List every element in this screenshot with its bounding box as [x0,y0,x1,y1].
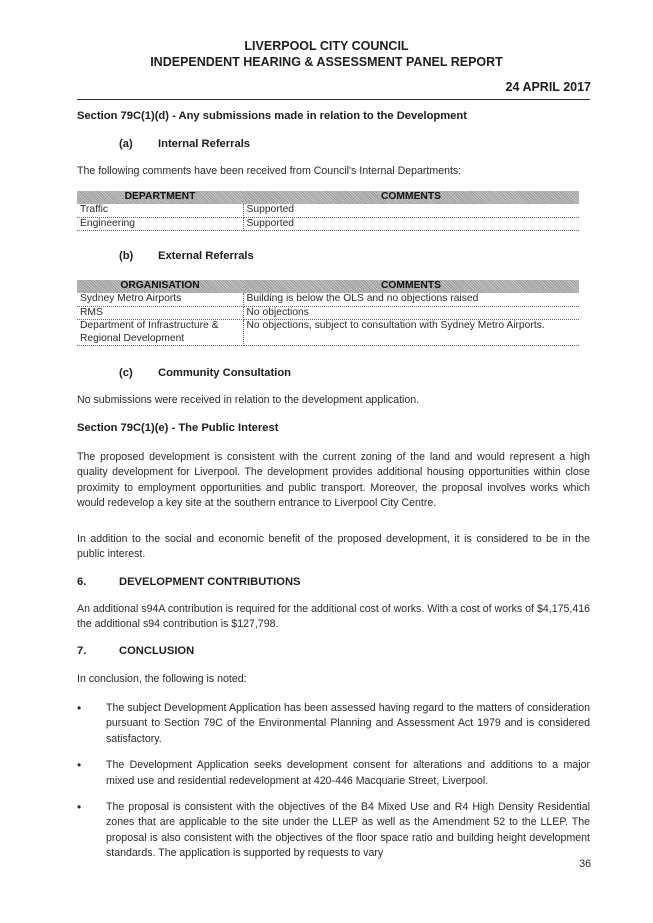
bullet-icon: • [77,758,82,773]
bullet-icon: • [77,701,82,715]
table-row [77,204,579,217]
community-consultation-text: No submissions were received in relation to the development application. [77,394,420,406]
contributions-paragraph: An additional s94A contribution is required for the additional cost of works. With a cost of works of $4,175,416 the additional s94 contribution is $127,798. [77,603,590,631]
list-item-text: The subject Development Application has been assessed having regard to the matters of consideration pursuant to Section 79C of the Environmental Planning and Assessment Act 1979 and is considered satisfactory. [106,702,590,745]
report-title: INDEPENDENT HEARING & ASSESSMENT PANEL REPORT [150,55,503,69]
list-item [77,701,590,747]
bullet-icon: • [77,800,82,815]
section-7-number: 7. [77,645,87,657]
department-cell: Traffic [77,204,243,217]
public-interest-paragraph: The proposed development is consistent with the current zoning of the land and would represent a high quality development for Liverpool. The development provides additional housing opportunities within close proximity to employment opportunities and public transport. Moreover, the proposal involves works which would redevelop a key site at the southern entrance to Liverpool City Centre. [77,451,590,510]
public-interest-paragraph-2: In addition to the social and economic benefit of the proposed development, it is considered to be in the public interest. [77,533,590,561]
page-number: 36 [579,858,591,870]
header-rule [77,99,590,100]
table-row [77,217,579,231]
external-referrals-table [77,280,579,346]
section-6-title: DEVELOPMENT CONTRIBUTIONS [119,576,301,588]
internal-referrals-title: Internal Referrals [158,138,251,150]
department-cell: Engineering [77,217,243,231]
external-referrals-title: External Referrals [158,250,254,262]
table-header-row [77,280,579,293]
section-79c1d-heading: Section 79C(1)(d) - Any submissions made in relation to the Development [77,110,467,122]
internal-referrals-marker: (a) [119,138,133,150]
table-row [77,320,579,346]
council-name: LIVERPOOL CITY COUNCIL [244,39,409,53]
comment-cell: No objections [243,306,579,320]
conclusion-intro: In conclusion, the following is noted: [77,673,247,685]
comment-cell: No objections, subject to consultation with Sydney Metro Airports. [243,320,579,346]
list-item [77,800,590,862]
internal-referrals-table [77,191,579,231]
internal-referrals-intro: The following comments have been received from Council's Internal Departments: [77,165,462,177]
community-consultation-marker: (c) [119,367,133,379]
external-referrals-marker: (b) [119,250,134,262]
report-date: 24 APRIL 2017 [505,80,591,94]
list-item [77,758,590,789]
conclusion-list [77,701,590,862]
section-79c1e-heading: Section 79C(1)(e) - The Public Interest [77,422,279,434]
section-7-title: CONCLUSION [119,645,195,657]
organisation-cell: Department of Infrastructure & Regional Development [77,320,243,346]
organisation-cell: RMS [77,306,243,320]
comment-cell: Building is below the OLS and no objections raised [243,293,579,306]
column-header-organisation: ORGANISATION [77,280,243,293]
section-6-number: 6. [77,576,87,588]
list-item-text: The proposal is consistent with the objectives of the B4 Mixed Use and R4 High Density Residential zones that are applicable to the site under the LLEP as well as the Amendment 52 to the LLEP. The proposal is also consistent with the objectives of the floor space ratio and building height development standards. The application is supported by requests to vary [106,801,590,860]
comment-cell: Supported [243,217,579,231]
community-consultation-title: Community Consultation [158,367,291,379]
list-item-text: The Development Application seeks development consent for alterations and additions to a major mixed use and residential redevelopment at 420-446 Macquarie Street, Liverpool. [106,759,590,787]
organisation-cell: Sydney Metro Airports [77,293,243,306]
column-header-comments: COMMENTS [243,280,579,293]
table-row [77,306,579,320]
table-row [77,293,579,306]
column-header-comments: COMMENTS [243,191,579,204]
comment-cell: Supported [243,204,579,217]
column-header-department: DEPARTMENT [77,191,243,204]
table-header-row [77,191,579,204]
